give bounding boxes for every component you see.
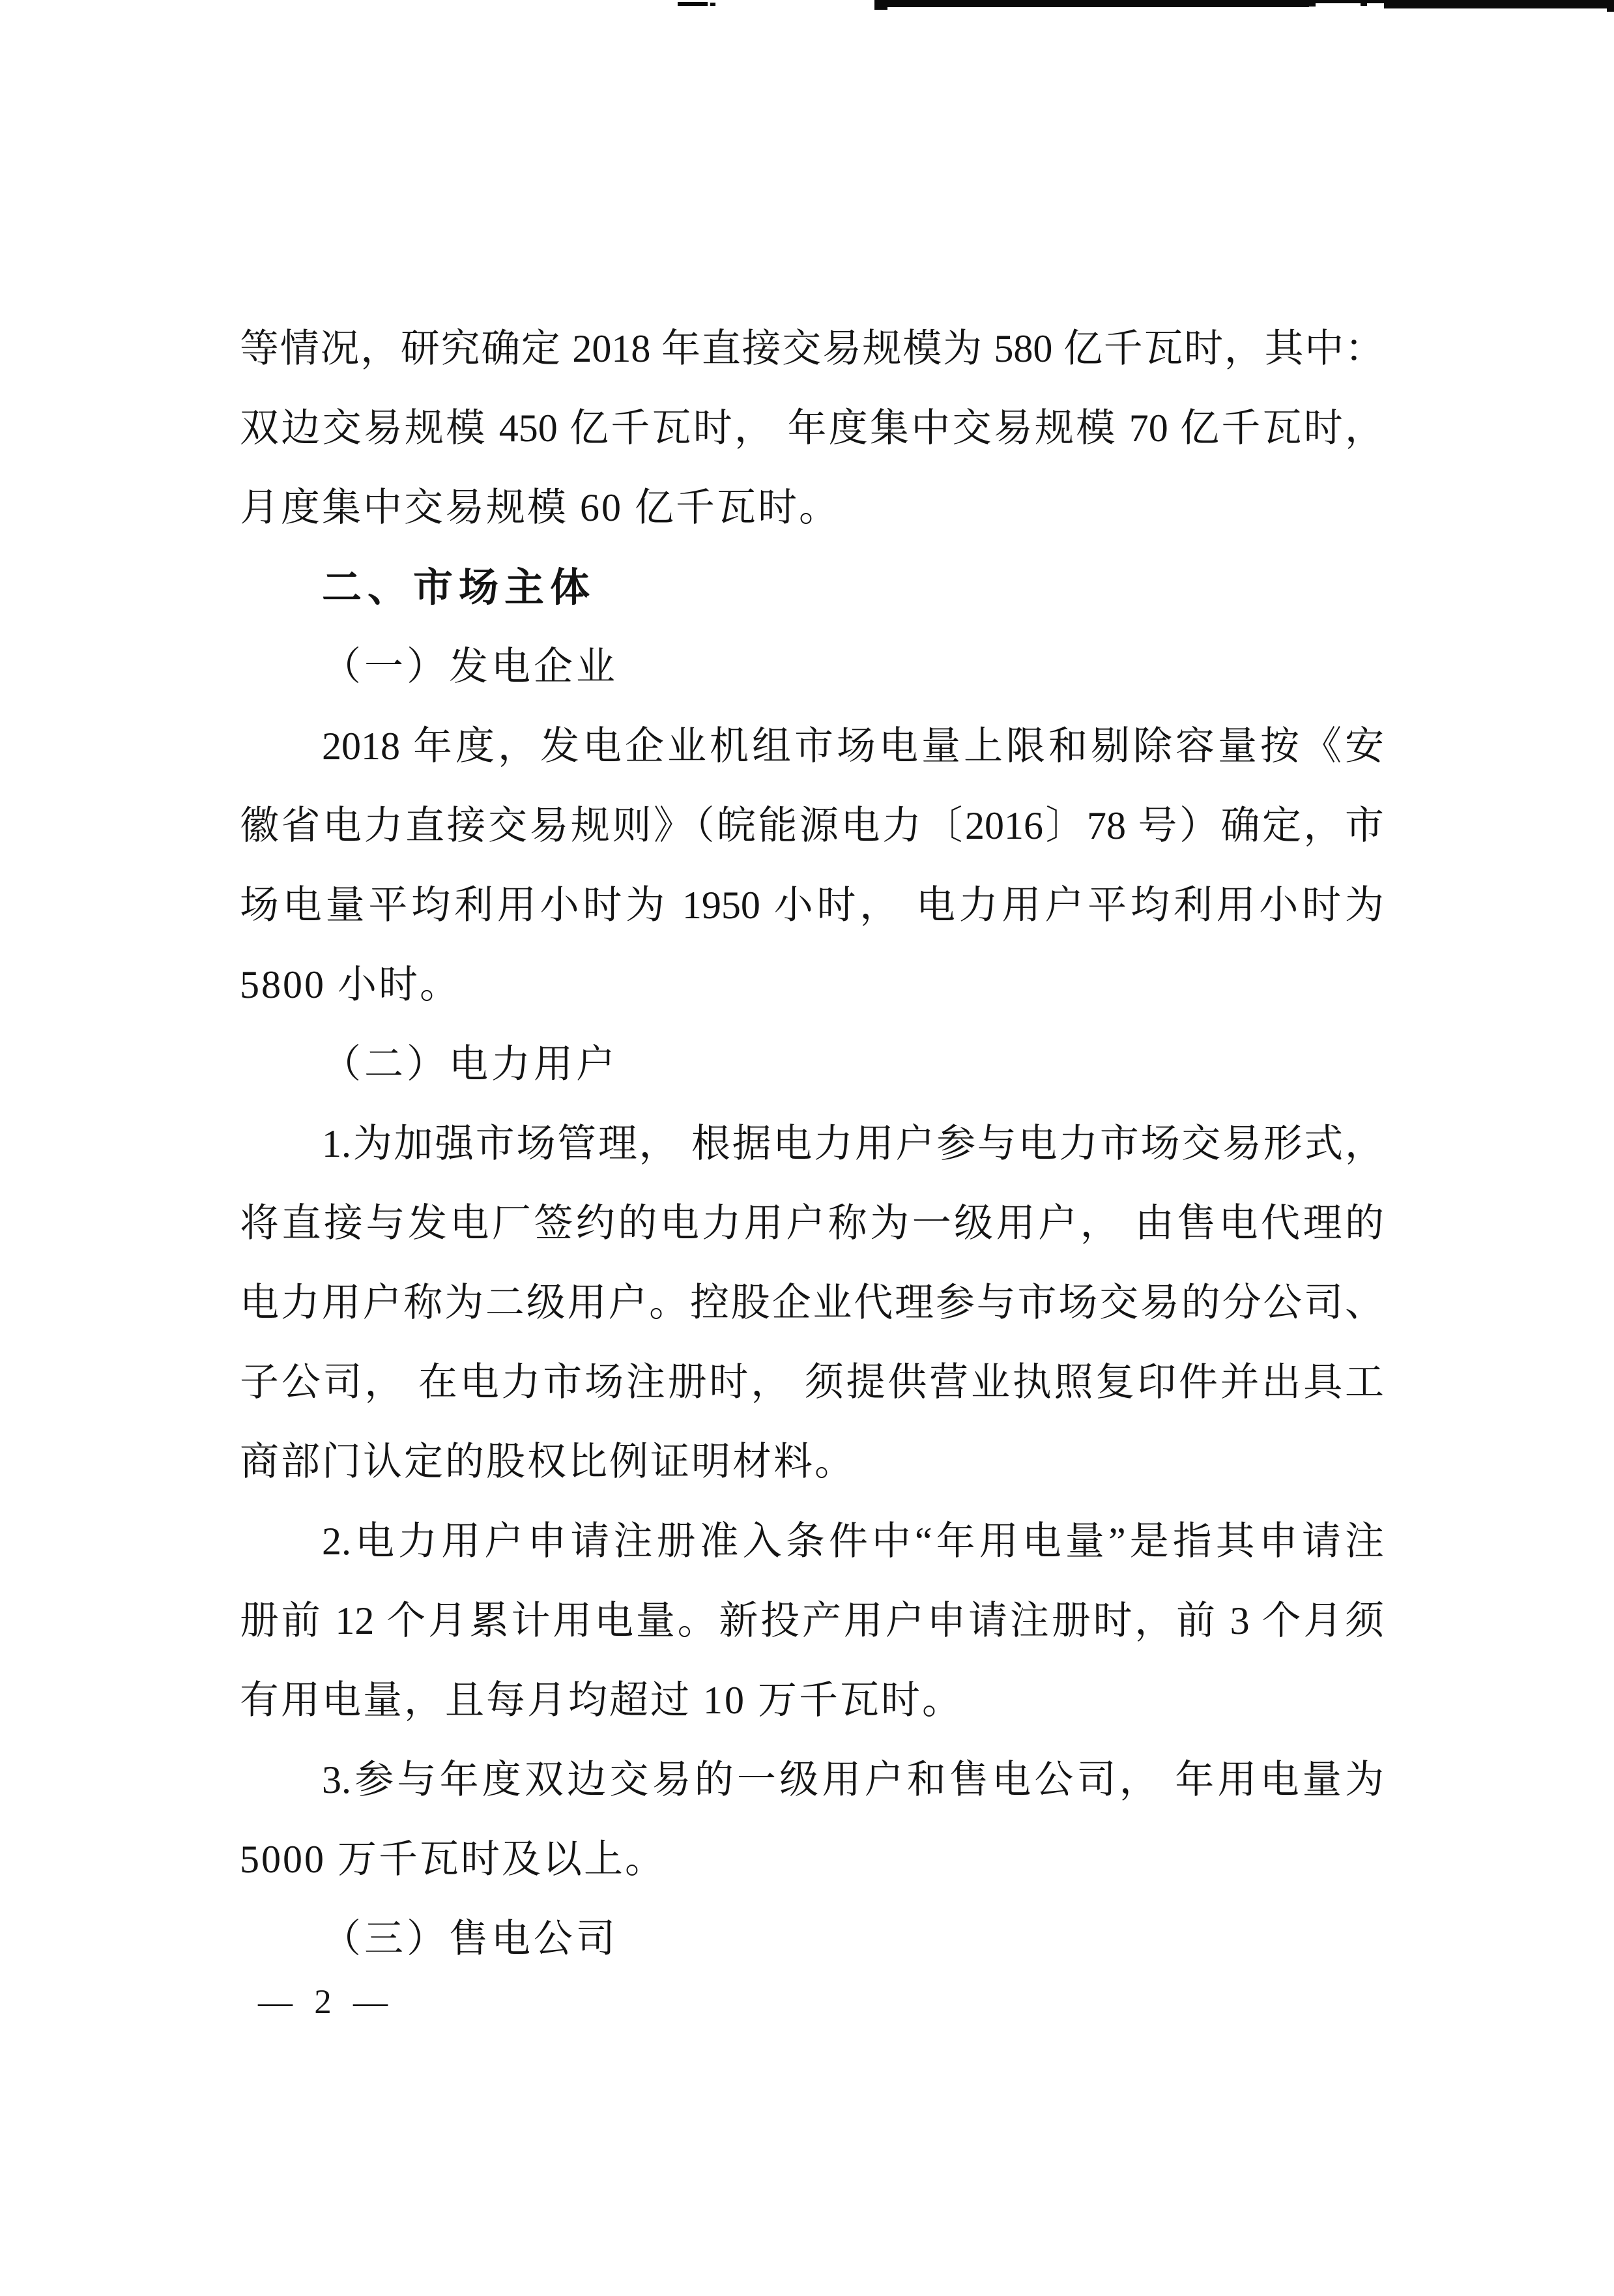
body-text-line: 5000 万千瓦时及以上。 [240, 1838, 666, 1881]
body-text-line: 月度集中交易规模 60 亿千瓦时。 [240, 486, 840, 529]
subsection-heading: （二）电力用户 [322, 1043, 618, 1086]
scanner-bar-segment-1 [884, 0, 1309, 7]
body-text-line: 等情况，研究确定 2018 年直接交易规模为 580 亿千瓦时，其中： [240, 327, 1384, 370]
top-dot-artifact [710, 3, 715, 6]
body-text-line: 3.参与年度双边交易的一级用户和售电公司， 年用电量为 [322, 1758, 1384, 1801]
section-heading: 二、市场主体 [322, 565, 596, 609]
subsection-heading: （三）售电公司 [322, 1917, 618, 1960]
body-text-line: 商部门认定的股权比例证明材料。 [240, 1440, 856, 1483]
body-text-line: 将直接与发电厂签约的电力用户称为一级用户， 由售电代理的 [240, 1202, 1384, 1245]
body-text-line: 电力用户称为二级用户。控股企业代理参与市场交易的分公司、 [240, 1281, 1384, 1324]
scanner-bar-nub-1 [1308, 0, 1316, 7]
body-text-line: 场电量平均利用小时为 1950 小时， 电力用户平均利用小时为 [240, 884, 1384, 927]
scanner-bar-nub-2 [1361, 0, 1367, 6]
scanner-bar-segment-3 [1384, 0, 1614, 8]
scanner-bar-segment-2 [1309, 0, 1384, 3]
text-column [240, 309, 1384, 1979]
body-text-line: 有用电量，且每月均超过 10 万千瓦时。 [240, 1679, 963, 1722]
scanner-bar-corner-nub [1607, 0, 1614, 12]
page-number: — 2 — [258, 1983, 394, 2021]
body-text-line: 2.电力用户申请注册准入条件中“年用电量”是指其申请注 [322, 1520, 1384, 1563]
top-dash-artifact [678, 2, 708, 6]
subsection-heading: （一）发电企业 [322, 645, 618, 688]
body-text-line: 双边交易规模 450 亿千瓦时， 年度集中交易规模 70 亿千瓦时， [240, 407, 1384, 450]
body-text-line: 册前 12 个月累计用电量。新投产用户申请注册时，前 3 个月须 [240, 1599, 1384, 1642]
body-text-line: 1.为加强市场管理， 根据电力用户参与电力市场交易形式， [322, 1122, 1384, 1165]
body-text-line: 徽省电力直接交易规则》（皖能源电力〔2016〕78 号）确定，市 [240, 804, 1384, 847]
body-text-line: 2018 年度，发电企业机组市场电量上限和剔除容量按《安 [322, 725, 1384, 768]
body-text-line: 5800 小时。 [240, 963, 461, 1006]
body-text-line: 子公司， 在电力市场注册时， 须提供营业执照复印件并出具工 [240, 1361, 1384, 1404]
